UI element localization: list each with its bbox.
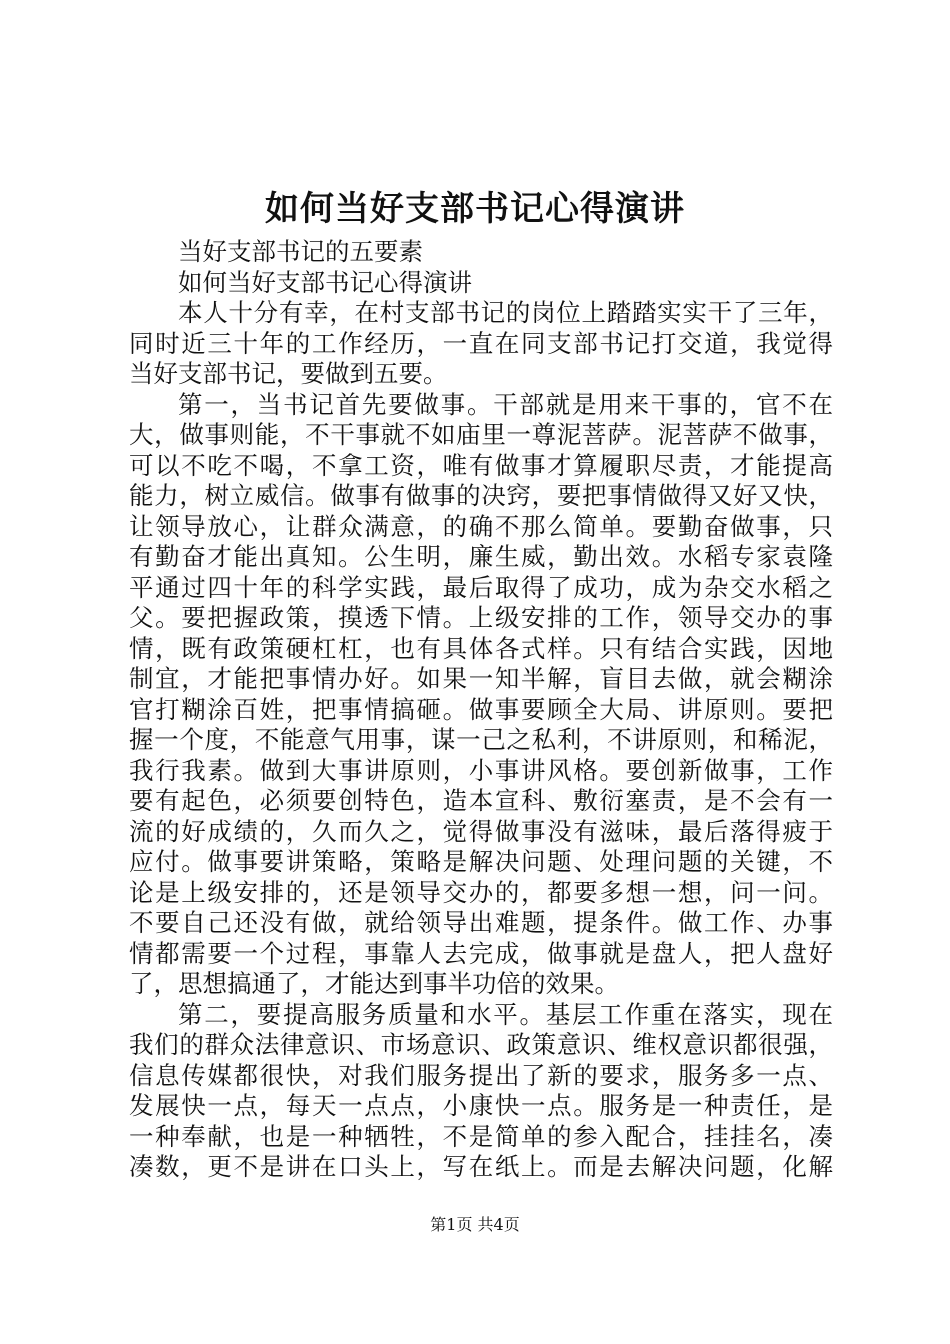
text-line: 能力，树立威信。做事有做事的决窍，要把事情做得又好又快， bbox=[129, 481, 833, 510]
text-line: 情，既有政策硬杠杠，也有具体各式样。只有结合实践，因地 bbox=[129, 633, 833, 663]
text-line: 论是上级安排的，还是领导交办的，都要多想一想，问一问。 bbox=[129, 877, 833, 907]
document-body bbox=[129, 237, 833, 1183]
text-line: 当好支部书记，要做到五要。 bbox=[129, 359, 448, 388]
text-line: 要有起色，必须要创特色，造本宣科、敷衍塞责，是不会有一 bbox=[129, 786, 833, 815]
text-line: 当好支部书记的五要素 bbox=[178, 237, 423, 266]
text-line: 不要自己还没有做，就给领导出难题，提条件。做工作、办事 bbox=[129, 908, 833, 937]
text-line: 我们的群众法律意识、市场意识、政策意识、维权意识都很强， bbox=[129, 1030, 833, 1059]
text-line: 流的好成绩的，久而久之，觉得做事没有滋味，最后落得疲于 bbox=[129, 816, 833, 846]
text-line: 凑数，更不是讲在口头上，写在纸上。而是去解决问题，化解 bbox=[129, 1152, 833, 1181]
text-line: 我行我素。做到大事讲原则，小事讲风格。要创新做事，工作 bbox=[129, 755, 833, 785]
text-line: 制宜，才能把事情办好。如果一知半解，盲目去做，就会糊涂 bbox=[129, 664, 833, 693]
document-title: 如何当好支部书记心得演讲 bbox=[265, 189, 685, 229]
text-line: 情都需要一个过程，事靠人去完成，做事就是盘人，把人盘好 bbox=[129, 938, 833, 968]
text-line: 应付。做事要讲策略，策略是解决问题、处理问题的关键，不 bbox=[129, 847, 833, 876]
page-footer: 第1页 共4页 bbox=[430, 1215, 520, 1234]
text-line: 第一，当书记首先要做事。干部就是用来干事的，官不在 bbox=[178, 389, 833, 419]
text-line: 握一个度，不能意气用事，谋一己之私利，不讲原则，和稀泥， bbox=[129, 725, 833, 754]
text-line: 平通过四十年的科学实践，最后取得了成功，成为杂交水稻之 bbox=[129, 572, 833, 602]
text-line: 如何当好支部书记心得演讲 bbox=[178, 267, 472, 297]
text-line: 官打糊涂百姓，把事情搞砸。做事要顾全大局、讲原则。要把 bbox=[129, 694, 833, 724]
text-line: 信息传媒都很快，对我们服务提出了新的要求，服务多一点、 bbox=[129, 1060, 833, 1090]
text-line: 了，思想搞通了，才能达到事半功倍的效果。 bbox=[129, 969, 619, 998]
text-line: 本人十分有幸，在村支部书记的岗位上踏踏实实干了三年， bbox=[178, 298, 833, 327]
text-line: 可以不吃不喝，不拿工资，唯有做事才算履职尽责，才能提高 bbox=[129, 450, 833, 480]
text-line: 让领导放心，让群众满意，的确不那么简单。要勤奋做事，只 bbox=[129, 511, 833, 541]
text-line: 第二，要提高服务质量和水平。基层工作重在落实，现在 bbox=[178, 999, 833, 1029]
text-line: 发展快一点，每天一点点，小康快一点。服务是一种责任，是 bbox=[129, 1091, 833, 1120]
text-line: 父。要把握政策，摸透下情。上级安排的工作，领导交办的事 bbox=[129, 603, 833, 632]
text-line: 大，做事则能，不干事就不如庙里一尊泥菩萨。泥菩萨不做事， bbox=[129, 420, 833, 449]
text-line: 一种奉献，也是一种牺牲，不是简单的参入配合，挂挂名，凑 bbox=[129, 1121, 833, 1151]
text-line: 同时近三十年的工作经历，一直在同支部书记打交道，我觉得 bbox=[129, 328, 833, 358]
text-line: 有勤奋才能出真知。公生明，廉生威，勤出效。水稻专家袁隆 bbox=[129, 542, 833, 571]
